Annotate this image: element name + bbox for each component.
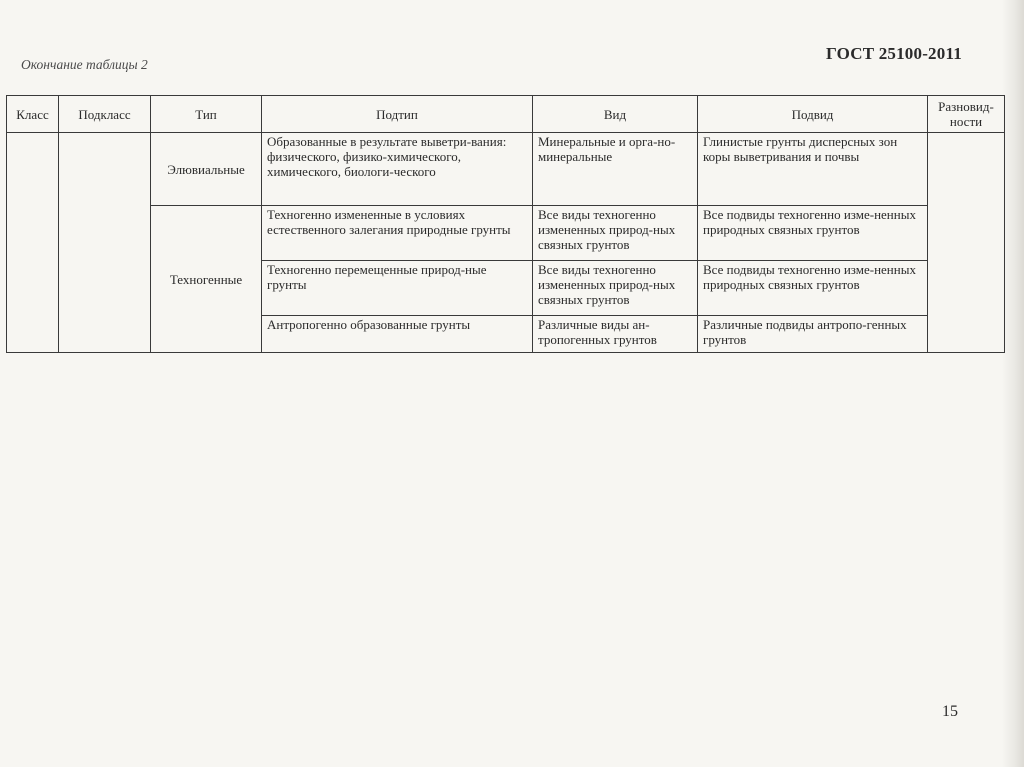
- column-header-kind: Вид: [533, 96, 698, 133]
- column-header-subkind: Подвид: [698, 96, 928, 133]
- type-cell: Техногенные: [151, 206, 262, 353]
- column-header-varieties: Разновид-ности: [928, 96, 1005, 133]
- column-header-subclass: Подкласс: [59, 96, 151, 133]
- table-row: [7, 133, 1005, 206]
- subkind-cell: Глинистые грунты дисперсных зон коры выветривания и почвы: [698, 133, 928, 206]
- subkind-cell: Все подвиды техногенно изме-ненных природных связных грунтов: [698, 206, 928, 261]
- type-cell: Элювиальные: [151, 133, 262, 206]
- subkind-cell: Все подвиды техногенно изме-ненных природных связных грунтов: [698, 261, 928, 316]
- soil-classification-table: [6, 95, 1005, 353]
- page-edge-shadow: [1002, 0, 1024, 767]
- subtype-cell: Техногенно перемещенные природ-ные грунты: [262, 261, 533, 316]
- column-header-type: Тип: [151, 96, 262, 133]
- kind-cell: Все виды техногенно измененных природ-ных связных грунтов: [533, 261, 698, 316]
- kind-cell: Минеральные и орга-но-минеральные: [533, 133, 698, 206]
- table-row: [7, 206, 1005, 261]
- table-continuation-label: Окончание таблицы 2: [21, 57, 148, 72]
- column-header-subtype: Подтип: [262, 96, 533, 133]
- subkind-cell: Различные подвиды антропо-генных грунтов: [698, 316, 928, 353]
- kind-cell: Различные виды ан-тропогенных грунтов: [533, 316, 698, 353]
- page-number: 15: [942, 703, 958, 720]
- document-code: ГОСТ 25100-2011: [826, 44, 962, 63]
- subtype-cell: Антропогенно образованные грунты: [262, 316, 533, 353]
- subtype-cell: Техногенно измененные в условиях естественного залегания природные грунты: [262, 206, 533, 261]
- varieties-cell: [928, 133, 1005, 353]
- subtype-cell: Образованные в результате выветри-вания: физического, физико-химического, химического, биологи-ческого: [262, 133, 533, 206]
- subclass-cell: [59, 133, 151, 353]
- column-header-class: Класс: [7, 96, 59, 133]
- table-header-row: [7, 96, 1005, 133]
- class-cell: [7, 133, 59, 353]
- kind-cell: Все виды техногенно измененных природ-ных связных грунтов: [533, 206, 698, 261]
